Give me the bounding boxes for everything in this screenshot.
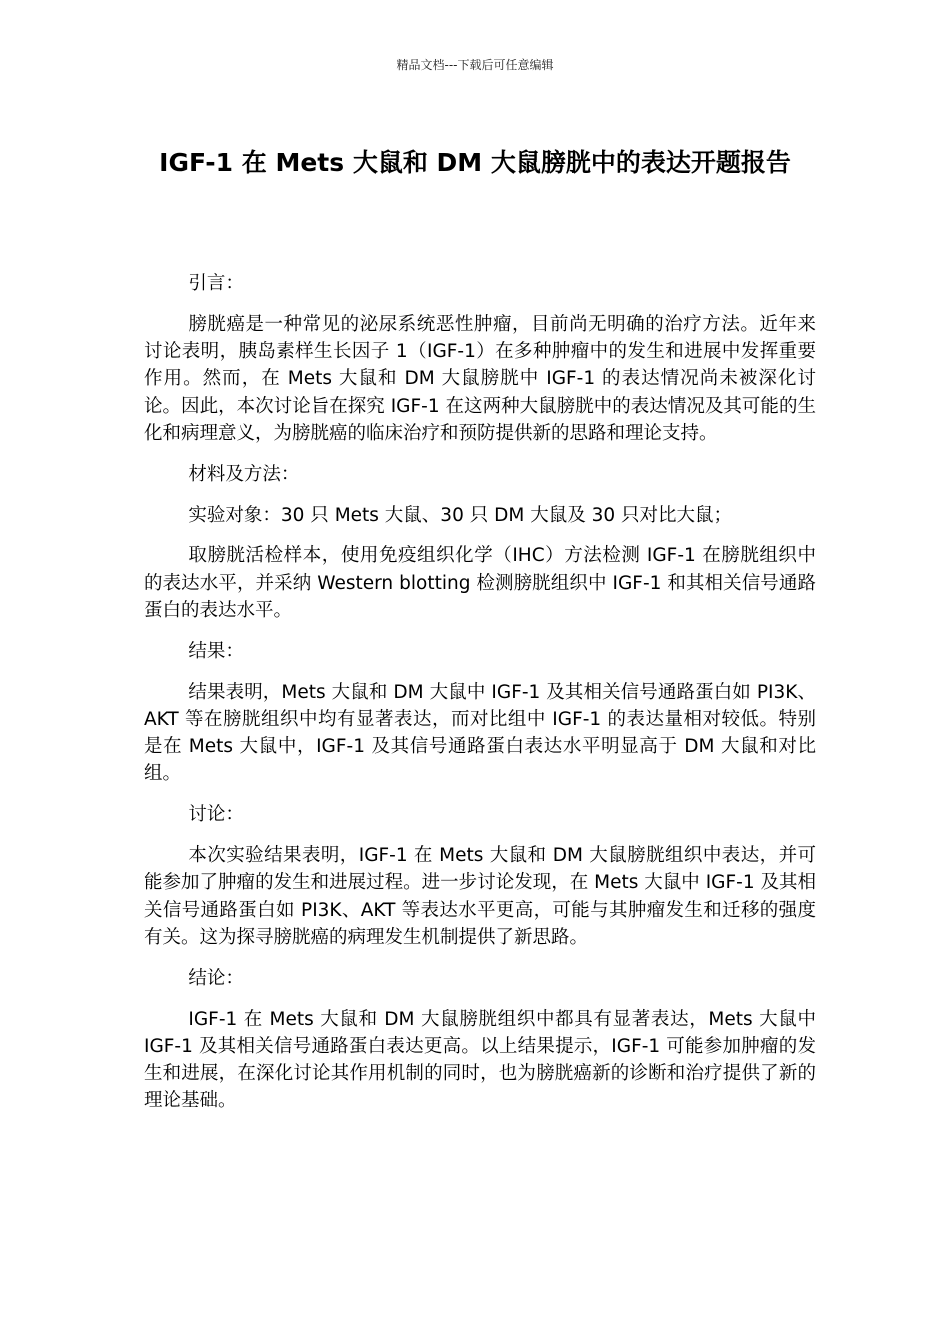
section-heading-conclusion: 结论：	[188, 967, 244, 989]
section-heading-introduction: 引言：	[188, 273, 244, 294]
section-heading-discussion: 讨论：	[188, 804, 244, 826]
paragraph-subjects: 实验对象：30 只 Mets 大鼠、30 只 DM 大鼠及 30 只对比大鼠；	[188, 504, 733, 526]
paragraph-methods: 取膀胱活检样本，使用免疫组织化学（IHC）方法检测 IGF-1 在膀胱组织中的表达水平，并采纳 Western blotting 检测膀胱组织中 IGF-1 和其相关信号通路蛋白的表达水平。	[144, 545, 816, 621]
document-body	[144, 270, 816, 1128]
section-heading-results: 结果：	[188, 640, 244, 662]
paragraph-discussion: 本次实验结果表明，IGF-1 在 Mets 大鼠和 DM 大鼠膀胱组织中表达，并可能参加了肿瘤的发生和进展过程。进一步讨论发现，在 Mets 大鼠中 IGF-1 及其相关信号通路蛋白如 PI3K、AKT 等表达水平更高，可能与其肿瘤发生和迁移的强度有关。这为探寻膀胱癌的病理发生机制提供了新思路。	[144, 845, 816, 948]
section-heading-methods: 材料及方法：	[188, 463, 300, 485]
paragraph-results: 结果表明，Mets 大鼠和 DM 大鼠中 IGF-1 及其相关信号通路蛋白如 PI3K、AKT 等在膀胱组织中均有显著表达，而对比组中 IGF-1 的表达量相对较低。特别是在 Mets 大鼠中，IGF-1 及其信号通路蛋白表达水平明显高于 DM 大鼠和对比组。	[144, 681, 816, 785]
paragraph-conclusion: IGF-1 在 Mets 大鼠和 DM 大鼠膀胱组织中都具有显著表达，Mets 大鼠中 IGF-1 及其相关信号通路蛋白表达更高。以上结果提示，IGF-1 可能参加肿瘤的发生和进展，在深化讨论其作用机制的同时，也为膀胱癌新的诊断和治疗提供了新的理论基础。	[144, 1008, 816, 1112]
header-note: 精品文档---下载后可任意编辑	[396, 58, 554, 72]
document-title: IGF-1 在 Mets 大鼠和 DM 大鼠膀胱中的表达开题报告	[159, 148, 791, 177]
paragraph-introduction: 膀胱癌是一种常见的泌尿系统恶性肿瘤，目前尚无明确的治疗方法。近年来讨论表明，胰岛素样生长因子 1（IGF-1）在多种肿瘤中的发生和进展中发挥重要作用。然而，在 Mets 大鼠和 DM 大鼠膀胱中 IGF-1 的表达情况尚未被深化讨论。因此，本次讨论旨在探究 IGF-1 在这两种大鼠膀胱中的表达情况及其可能的生化和病理意义，为膀胱癌的临床治疗和预防提供新的思路和理论支持。	[144, 313, 816, 444]
